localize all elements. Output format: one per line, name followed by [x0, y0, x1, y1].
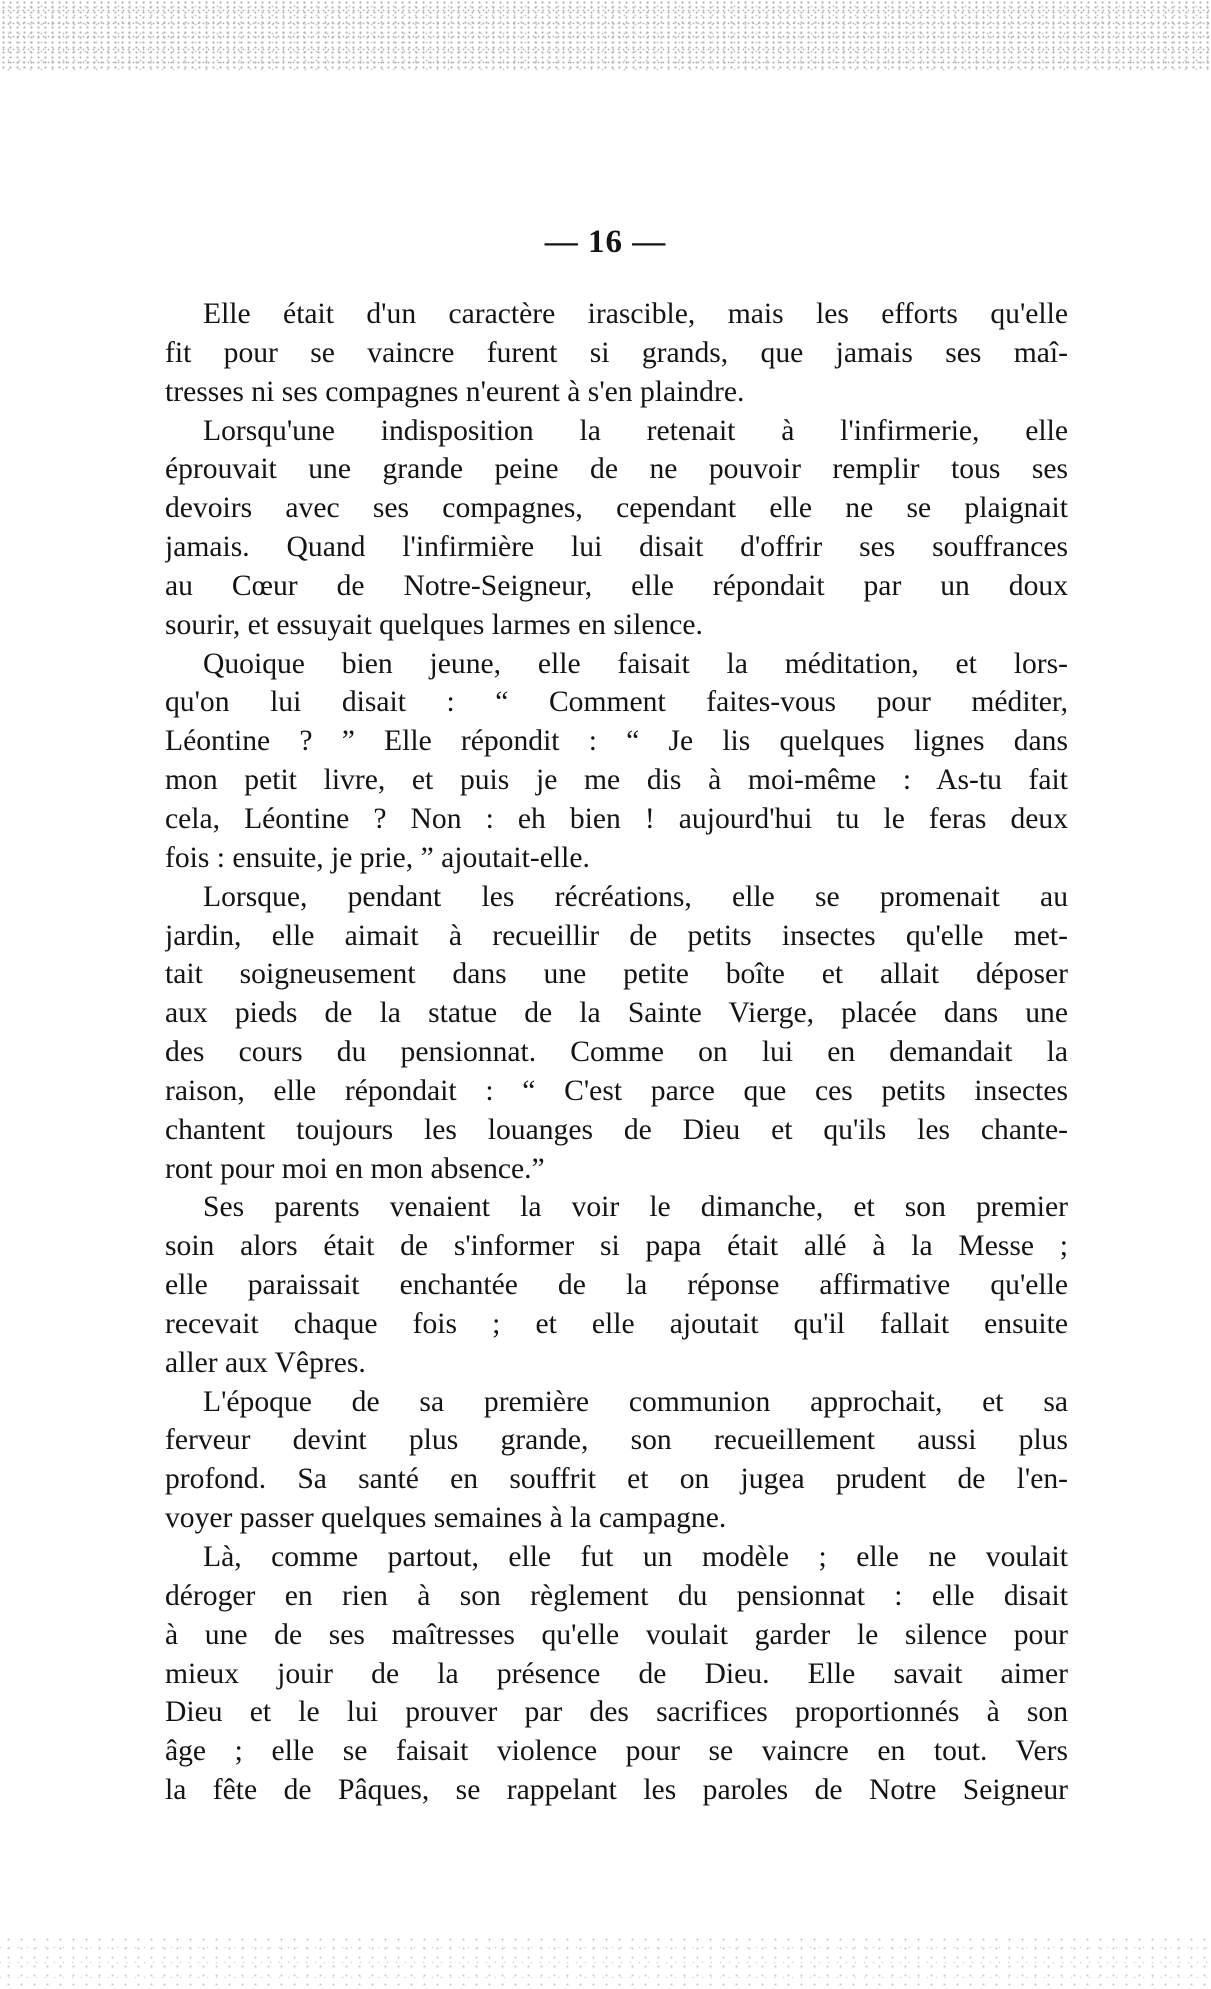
text-line: âge ; elle se faisait violence pour se vaincre en tout. Vers — [165, 1735, 1068, 1768]
scan-noise-top — [0, 0, 1211, 70]
page-number: — 16 — — [544, 224, 667, 260]
text-line: ferveur devint plus grande, son recueillement aussi plus — [165, 1424, 1068, 1457]
text-line: voyer passer quelques semaines à la campagne. — [165, 1502, 727, 1535]
text-line: Lorsqu'une indisposition la retenait à l'infirmerie, elle — [203, 414, 1068, 447]
text-line: éprouvait une grande peine de ne pouvoir remplir tous ses — [165, 453, 1068, 486]
text-line: Quoique bien jeune, elle faisait la méditation, et lors- — [203, 647, 1068, 680]
scan-noise-bottom — [0, 1934, 1211, 1989]
text-line: aller aux Vêpres. — [165, 1346, 366, 1379]
text-line: au Cœur de Notre-Seigneur, elle répondait par un doux — [165, 569, 1068, 602]
text-line: à une de ses maîtresses qu'elle voulait garder le silence pour — [165, 1618, 1068, 1651]
text-line: cela, Léontine ? Non : eh bien ! aujourd'hui tu le feras deux — [165, 802, 1068, 835]
text-line: devoirs avec ses compagnes, cependant elle ne se plaignait — [165, 492, 1068, 525]
text-line: tait soigneusement dans une petite boîte et allait déposer — [165, 958, 1068, 991]
text-line: la fête de Pâques, se rappelant les paroles de Notre Seigneur — [165, 1774, 1068, 1807]
text-line: chantent toujours les louanges de Dieu et qu'ils les chante- — [165, 1113, 1068, 1146]
text-line: Lorsque, pendant les récréations, elle se promenait au — [203, 880, 1068, 913]
text-line: fois : ensuite, je prie, ” ajoutait-elle. — [165, 841, 590, 874]
text-line: Léontine ? ” Elle répondit : “ Je lis quelques lignes dans — [165, 725, 1068, 758]
text-line: soin alors était de s'informer si papa était allé à la Messe ; — [165, 1230, 1068, 1263]
text-line: ront pour moi en mon absence.” — [165, 1152, 545, 1185]
text-line: L'époque de sa première communion approchait, et sa — [203, 1385, 1068, 1418]
body-text — [165, 295, 1068, 1810]
text-line: raison, elle répondait : “ C'est parce que ces petits insectes — [165, 1074, 1068, 1107]
text-line: sourir, et essuyait quelques larmes en silence. — [165, 608, 703, 641]
text-line: Elle était d'un caractère irascible, mais les efforts qu'elle — [203, 298, 1068, 330]
text-line: tresses ni ses compagnes n'eurent à s'en plaindre. — [165, 375, 745, 408]
text-line: aux pieds de la statue de la Sainte Vierge, placée dans une — [165, 997, 1068, 1030]
text-line: des cours du pensionnat. Comme on lui en demandait la — [165, 1036, 1068, 1069]
text-line: jardin, elle aimait à recueillir de petits insectes qu'elle met- — [165, 919, 1068, 952]
text-line: Ses parents venaient la voir le dimanche, et son premier — [203, 1191, 1068, 1224]
text-line: Là, comme partout, elle fut un modèle ; elle ne voulait — [203, 1541, 1068, 1573]
text-line: recevait chaque fois ; et elle ajoutait qu'il fallait ensuite — [165, 1307, 1068, 1340]
text-line: jamais. Quand l'infirmière lui disait d'offrir ses souffrances — [165, 531, 1068, 564]
text-line: déroger en rien à son règlement du pensionnat : elle disait — [165, 1579, 1068, 1612]
text-line: mieux jouir de la présence de Dieu. Elle savait aimer — [165, 1657, 1068, 1690]
text-line: profond. Sa santé en souffrit et on jugea prudent de l'en- — [165, 1463, 1068, 1496]
text-line: qu'on lui disait : “ Comment faites-vous pour méditer, — [165, 686, 1068, 719]
text-line: Dieu et le lui prouver par des sacrifices proportionnés à son — [165, 1696, 1068, 1729]
text-line: elle paraissait enchantée de la réponse affirmative qu'elle — [165, 1269, 1068, 1302]
text-line: fit pour se vaincre furent si grands, que jamais ses maî- — [165, 336, 1068, 369]
text-line: mon petit livre, et puis je me dis à moi-même : As-tu fait — [165, 764, 1068, 797]
